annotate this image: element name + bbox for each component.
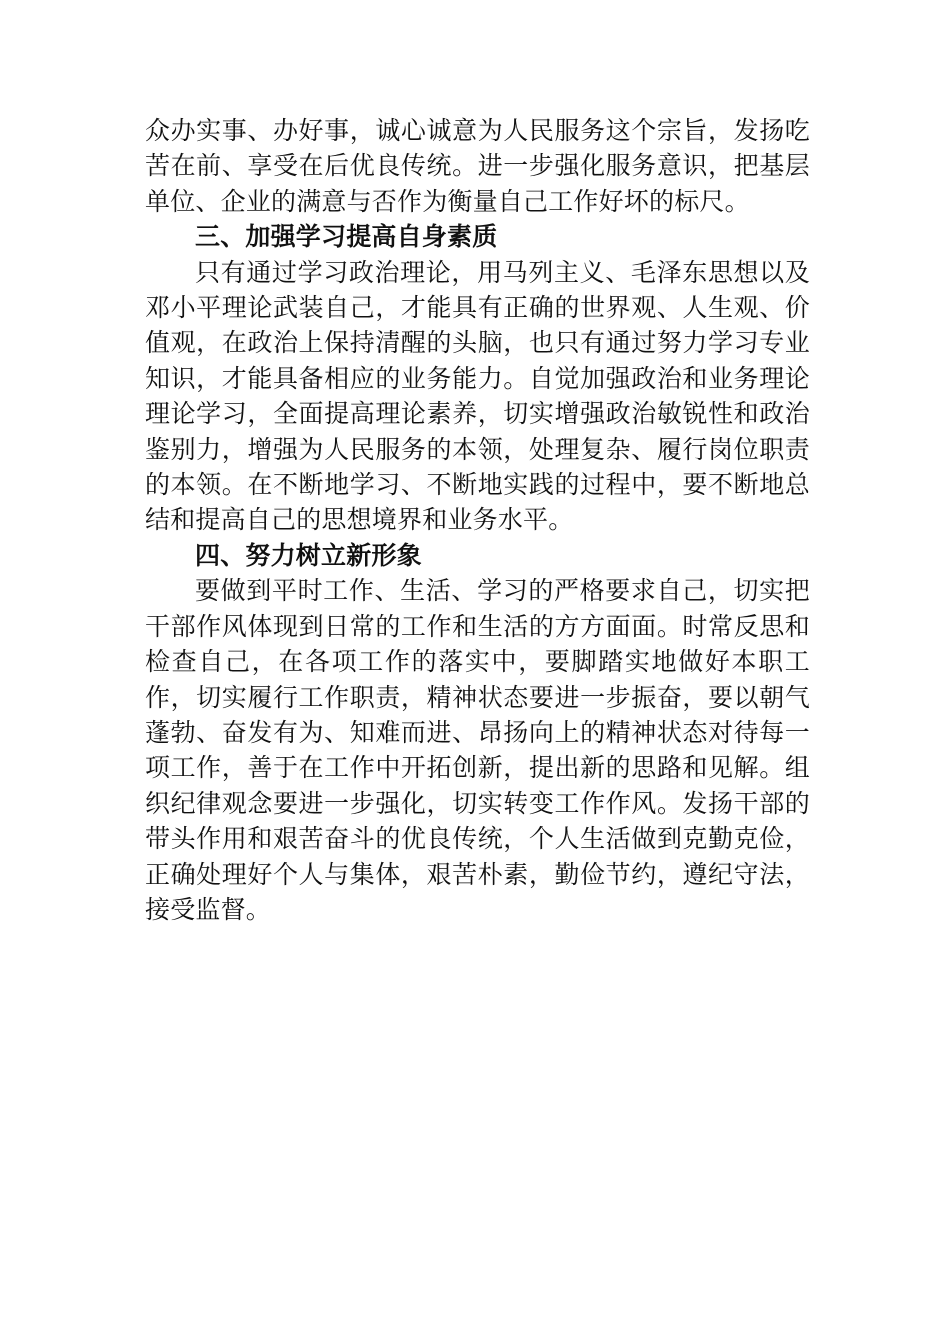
section-3-paragraph: 只有通过学习政治理论，用马列主义、毛泽东思想以及邓小平理论武装自己，才能具有正确的世界观、人生观、价值观，在政治上保持清醒的头脑，也只有通过努力学习专业知识，才能具备相应的业务能力。自觉加强政治和业务理论理论学习，全面提高理论素养，切实增强政治敏锐性和政治鉴别力，增强为人民服务的本领，处理复杂、履行岗位职责的本领。在不断地学习、不断地实践的过程中，要不断地总结和提高自己的思想境界和业务水平。 — [145, 257, 810, 535]
continuation-paragraph: 众办实事、办好事，诚心诚意为人民服务这个宗旨，发扬吃苦在前、享受在后优良传统。进一步强化服务意识，把基层单位、企业的满意与否作为衡量自己工作好坏的标尺。 — [145, 116, 810, 216]
document-page — [145, 113, 810, 927]
section-4-heading: 四、努力树立新形象 — [195, 540, 422, 570]
section-4-paragraph: 要做到平时工作、生活、学习的严格要求自己，切实把干部作风体现到日常的工作和生活的方方面面。时常反思和检查自己，在各项工作的落实中，要脚踏实地做好本职工作，切实履行工作职责，精神状态要进一步振奋，要以朝气蓬勃、奋发有为、知难而进、昂扬向上的精神状态对待每一项工作，善于在工作中开拓创新，提出新的思路和见解。组织纪律观念要进一步强化，切实转变工作作风。发扬干部的带头作用和艰苦奋斗的优良传统，个人生活做到克勤克俭，正确处理好个人与集体，艰苦朴素，勤俭节约，遵纪守法，接受监督。 — [145, 576, 810, 924]
section-3-heading: 三、加强学习提高自身素质 — [195, 222, 498, 252]
